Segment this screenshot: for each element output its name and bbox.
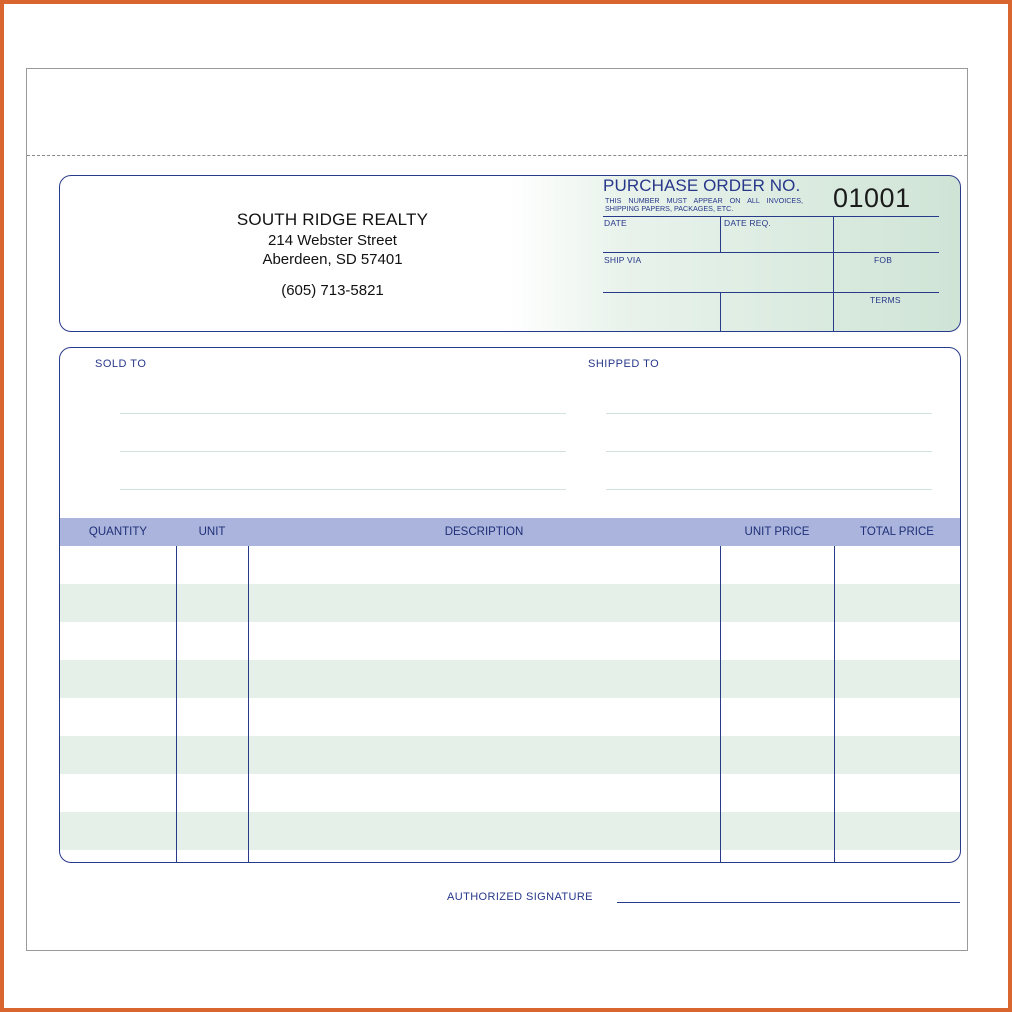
company-street: 214 Webster Street xyxy=(268,232,397,249)
column-header-unit: UNIT xyxy=(198,526,226,538)
shipped-to-line[interactable] xyxy=(606,489,932,490)
po-grid-line xyxy=(603,216,939,217)
po-grid-line xyxy=(833,252,834,292)
main-box xyxy=(59,347,961,863)
po-note: THIS NUMBER MUST APPEAR ON ALL INVOICES, SHIPPING PAPERS, PACKAGES, ETC. xyxy=(605,196,803,213)
ship-via-field[interactable]: SHIP VIA xyxy=(604,255,642,265)
column-divider xyxy=(720,546,721,862)
table-row[interactable] xyxy=(60,812,960,850)
column-divider xyxy=(248,546,249,862)
po-grid-line xyxy=(833,292,834,332)
fob-field[interactable]: FOB xyxy=(874,255,893,265)
terms-field[interactable]: TERMS xyxy=(870,295,901,305)
company-phone: (605) 713-5821 xyxy=(281,282,384,299)
table-row[interactable] xyxy=(60,660,960,698)
table-row[interactable] xyxy=(60,546,960,584)
company-name: SOUTH RIDGE REALTY xyxy=(236,210,429,229)
table-row[interactable] xyxy=(60,698,960,736)
signature-line[interactable] xyxy=(617,902,960,903)
date-req-field[interactable]: DATE REQ. xyxy=(724,218,771,228)
column-header-unit-price: UNIT PRICE xyxy=(744,526,810,538)
shipped-to-line[interactable] xyxy=(606,451,932,452)
po-grid-line xyxy=(833,216,834,252)
purchase-order-form xyxy=(26,68,968,951)
table-body xyxy=(60,546,960,862)
po-grid-line xyxy=(720,216,721,252)
table-row[interactable] xyxy=(60,584,960,622)
column-header-description: DESCRIPTION xyxy=(444,526,524,538)
perforation-line xyxy=(27,155,967,156)
shipped-to-line[interactable] xyxy=(606,413,932,414)
table-row[interactable] xyxy=(60,736,960,774)
company-block xyxy=(60,210,605,299)
company-city: Aberdeen, SD 57401 xyxy=(262,251,403,268)
sold-to-line[interactable] xyxy=(120,489,566,490)
column-divider xyxy=(834,546,835,862)
po-title: PURCHASE ORDER NO. xyxy=(603,176,801,195)
sold-to-line[interactable] xyxy=(120,413,566,414)
column-divider xyxy=(176,546,177,862)
po-grid-line xyxy=(603,252,939,253)
table-header xyxy=(60,518,960,546)
date-field[interactable]: DATE xyxy=(604,218,627,228)
header-box xyxy=(59,175,961,332)
column-header-total-price: TOTAL PRICE xyxy=(860,526,934,538)
po-number: 01001 xyxy=(833,183,911,213)
signature-label: AUTHORIZED SIGNATURE xyxy=(447,891,593,903)
column-header-quantity: QUANTITY xyxy=(88,526,148,538)
po-grid-line xyxy=(603,292,939,293)
shipped-to-label: SHIPPED TO xyxy=(588,358,660,370)
table-row[interactable] xyxy=(60,774,960,812)
table-row[interactable] xyxy=(60,622,960,660)
sold-to-label: SOLD TO xyxy=(95,358,147,370)
sold-to-line[interactable] xyxy=(120,451,566,452)
po-grid-line xyxy=(720,292,721,332)
